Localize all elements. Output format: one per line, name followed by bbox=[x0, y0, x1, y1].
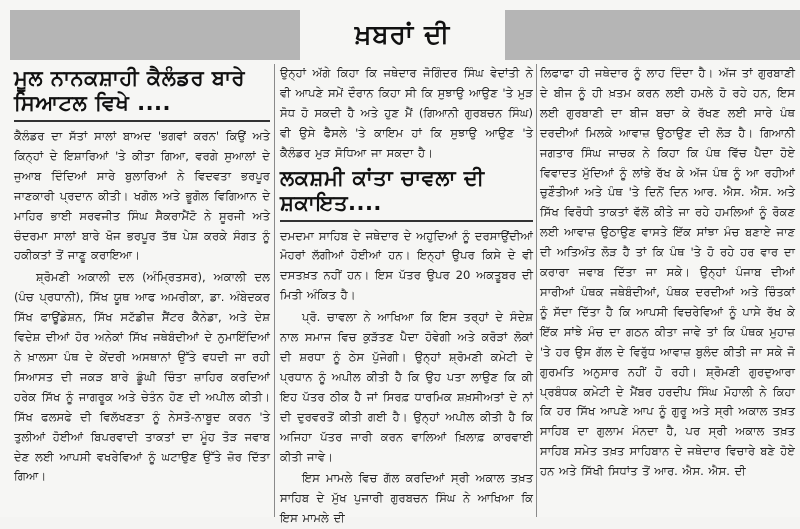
banner-gray-block-right bbox=[505, 10, 800, 60]
headline-underline bbox=[280, 220, 533, 222]
article-paragraph: ਲਿਫਾਫਾ ਹੀ ਜਥੇਦਾਰ ਨੂੰ ਲਾਹ ਦਿੰਦਾ ਹੈ। ਅੱਜ ਤਾਂ ਗੁਰਬਾਣੀ ਦੇ ਬੀਜ ਨੂੰ ਹੀ ਖ਼ਤਮ ਕਰਨ ਲਈ ਹਮਲੇ ਹੋ ਰਹੇ ਹਨ, ਇਸ ਲਈ ਗੁਰਬਾਣੀ ਦਾ ਬੀਜ ਬਚਾ ਕੇ ਰੱਖਣ ਲਈ ਸਾਰੇ ਪੰਥ ਦਰਦੀਆਂ ਮਿਲਕੇ ਆਵਾਜ਼ ਉਠਾਉਣ ਦੀ ਲੋੜ ਹੈ। ਗਿਆਨੀ ਜਗਤਾਰ ਸਿੰਘ ਜਾਚਕ ਨੇ ਕਿਹਾ ਕਿ ਪੰਥ ਵਿੱਚ ਪੈਦਾ ਹੋਏ ਵਿਵਾਦਤ ਮੁੱਦਿਆਂ ਨੂੰ ਲਾਂਭੇ ਰੱਖ ਕੇ ਅੱਜ ਪੰਥ ਨੂੰ ਆ ਰਹੀਆਂ ਚੁਣੌਤੀਆਂ ਅਤੇ ਪੰਥ 'ਤੇ ਦਿਨੋਂ ਦਿਨ ਆਰ. ਐਸ. ਐਸ. ਅਤੇ ਸਿੱਖ ਵਿਰੋਧੀ ਤਾਕਤਾਂ ਵੱਲੋਂ ਕੀਤੇ ਜਾ ਰਹੇ ਹਮਲਿਆਂ ਨੂੰ ਰੋਕਣ ਲਈ ਆਵਾਜ਼ ਉਠਾਉਣ ਵਾਸਤੇ ਇੱਕ ਸਾਂਝਾ ਮੰਚ ਬਣਾਏ ਜਾਣ ਦੀ ਅਤਿਅੰਤ ਲੋੜ ਹੈ ਤਾਂ ਕਿ ਪੰਥ 'ਤੇ ਹੋ ਰਹੇ ਹਰ ਵਾਰ ਦਾ ਕਰਾਰਾ ਜਵਾਬ ਦਿੱਤਾ ਜਾ ਸਕੇ। ਉਨ੍ਹਾਂ ਪੰਜਾਬ ਦੀਆਂ ਸਾਰੀਆਂ ਪੰਥਕ ਜਥੇਬੰਦੀਆਂ, ਪੰਥਕ ਦਰਦੀਆਂ ਅਤੇ ਚਿੰਤਕਾਂ ਨੂੰ ਸੱਦਾ ਦਿੱਤਾ ਹੈ ਕਿ ਆਪਸੀ ਵਿਚਰੇਵਿਆਂ ਨੂੰ ਪਾਸੇ ਰੱਖ ਕੇ ਇੱਕ ਸਾਂਝੇ ਮੰਚ ਦਾ ਗਠਨ ਕੀਤਾ ਜਾਵੇ ਤਾਂ ਕਿ ਪੰਥਕ ਮੁਹਾਜ਼ 'ਤੇ ਹਰ ਉਸ ਗੱਲ ਦੇ ਵਿਰੁੱਧ ਆਵਾਜ਼ ਬੁਲੰਦ ਕੀਤੀ ਜਾ ਸਕੇ ਜੋ ਗੁਰਮਤਿ ਅਨੁਸਾਰ ਨਹੀਂ ਹੋ ਰਹੀ। ਸ਼੍ਰੋਮਣੀ ਗੁਰਦੁਆਰਾ ਪ੍ਰਬੰਧਕ ਕਮੇਟੀ ਦੇ ਮੈਂਬਰ ਹਰਦੀਪ ਸਿੰਘ ਮੋਹਾਲੀ ਨੇ ਕਿਹਾ ਕਿ ਹਰ ਸਿੱਖ ਆਪਣੇ ਆਪ ਨੂੰ ਗੁਰੂ ਅਤੇ ਸ੍ਰੀ ਅਕਾਲ ਤਖ਼ਤ ਸਾਹਿਬ ਦਾ ਗੁਲਾਮ ਮੰਨਦਾ ਹੈ, ਪਰ ਸ੍ਰੀ ਅਕਾਲ ਤਖ਼ਤ ਸਾਹਿਬ ਸਮੇਤ ਤਖ਼ਤ ਸਾਹਿਬਾਨ ਦੇ ਜਥੇਦਾਰ ਵਿਚਾਰੇ ਬਣੇ ਹੋਏ ਹਨ ਅਤੇ ਸਿੱਖੀ ਸਿਧਾਂਤ ਤੋਂ ਆਰ. ਐਸ. ਐਸ. ਦੀ bbox=[540, 66, 795, 479]
article-column-2 bbox=[280, 64, 533, 526]
masthead-title: ਖ਼ਬਰਾਂ ਦੀ bbox=[354, 20, 451, 50]
article-column-3 bbox=[540, 64, 795, 517]
article-paragraph: ਪ੍ਰੋ. ਚਾਵਲਾ ਨੇ ਆਖਿਆ ਕਿ ਇਸ ਤਰ੍ਹਾਂ ਦੇ ਸੰਦੇਸ਼ ਨਾਲ ਸਮਾਜ ਵਿਚ ਕੁੜੱਤਣ ਪੈਦਾ ਹੋਵੇਗੀ ਅਤੇ ਕਰੋੜਾਂ ਲੋਕਾਂ ਦੀ ਸ਼ਰਧਾ ਨੂੰ ਠੇਸ ਪੁੱਜੇਗੀ। ਉਨ੍ਹਾਂ ਸ਼੍ਰੋਮਣੀ ਕਮੇਟੀ ਦੇ ਪ੍ਰਧਾਨ ਨੂੰ ਅਪੀਲ ਕੀਤੀ ਹੈ ਕਿ ਉਹ ਪਤਾ ਲਾਉਣ ਕਿ ਕੀ ਇਹ ਪੱਤਰ ਠੀਕ ਹੈ ਜਾਂ ਸਿਰਫ਼ ਧਾਰਮਿਕ ਸ਼ਖ਼ਸੀਅਤਾਂ ਦੇ ਨਾਂ ਦੀ ਦੁਰਵਰਤੋਂ ਕੀਤੀ ਗਈ ਹੈ। ਉਨ੍ਹਾਂ ਅਪੀਲ ਕੀਤੀ ਹੈ ਕਿ ਅਜਿਹਾ ਪੱਤਰ ਜਾਰੀ ਕਰਨ ਵਾਲਿਆਂ ਖ਼ਿਲਾਫ਼ ਕਾਰਵਾਈ ਕੀਤੀ ਜਾਵੇ। bbox=[280, 310, 533, 464]
headline-underline bbox=[14, 120, 270, 122]
article-paragraph: ਦਮਦਮਾ ਸਾਹਿਬ ਦੇ ਜਥੇਦਾਰ ਦੇ ਅਹੁਦਿਆਂ ਨੂੰ ਦਰਸਾਉਂਦੀਆਂ ਮੋਹਰਾਂ ਲੱਗੀਆਂ ਹੋਈਆਂ ਹਨ। ਇਨ੍ਹਾਂ ਉਪਰ ਕਿਸੇ ਦੇ ਵੀ ਦਸਤਖ਼ਤ ਨਹੀਂ ਹਨ। ਇਸ ਪੱਤਰ ਉਪਰ 20 ਅਕਤੂਬਰ ਦੀ ਮਿਤੀ ਅੰਕਿਤ ਹੈ। bbox=[280, 228, 533, 303]
article-paragraph: ਕੈਲੰਡਰ ਦਾ ਸੱਤਾਂ ਸਾਲਾਂ ਬਾਅਦ 'ਭਗਵਾਂ ਕਰਨ' ਕਿਉਂ ਅਤੇ ਕਿਨ੍ਹਾਂ ਦੇ ਇਸ਼ਾਰਿਆਂ 'ਤੇ ਕੀਤਾ ਗਿਆ, ਵਰਗੇ ਸੁਆਲਾਂ ਦੇ ਜੁਆਬ ਦਿੰਦਿਆਂ ਸਾਰੇ ਬੁਲਾਰਿਆਂ ਨੇ ਵਿਦਵਤਾ ਭਰਪੂਰ ਜਾਣਕਾਰੀ ਪ੍ਰਦਾਨ ਕੀਤੀ। ਖਗੋਲ ਅਤੇ ਭੂਗੋਲ ਵਿਗਿਆਨ ਦੇ ਮਾਹਿਰ ਭਾਈ ਸਰਵਜੀਤ ਸਿੰਘ ਸੈਕਰਾਮੈਂਟੋ ਨੇ ਸੂਰਜੀ ਅਤੇ ਚੰਦਰਮਾ ਸਾਲਾਂ ਬਾਰੇ ਖੋਜ ਭਰਪੂਰ ਤੱਥ ਪੇਸ਼ ਕਰਕੇ ਸੰਗਤ ਨੂੰ ਹਕੀਕਤਾਂ ਤੋਂ ਜਾਣੂ ਕਰਾਇਆ। bbox=[14, 129, 270, 263]
article-column-1 bbox=[14, 64, 270, 517]
column-divider bbox=[274, 64, 275, 517]
banner-gray-block-left bbox=[10, 10, 300, 60]
article-paragraph: ਸ਼੍ਰੋਮਣੀ ਅਕਾਲੀ ਦਲ (ਅੰਮ੍ਰਿਤਸਰ), ਅਕਾਲੀ ਦਲ (ਪੰਚ ਪ੍ਰਧਾਨੀ), ਸਿੱਖ ਯੂਥ ਆਫ ਅਮਰੀਕਾ, ਡਾ. ਅੰਬੇਦਕਰ ਸਿੱਖ ਫਾਊਂਡੇਸ਼ਨ, ਸਿੱਖ ਸਟੱਡੀਜ਼ ਸੈਂਟਰ ਕੈਨੇਡਾ, ਅਤੇ ਦੇਸ਼ ਵਿਦੇਸ਼ ਦੀਆਂ ਹੋਰ ਅਨੇਕਾਂ ਸਿੱਖ ਜਥੇਬੰਦੀਆਂ ਦੇ ਨੁਮਾਇੰਦਿਆਂ ਨੇ ਖ਼ਾਲਸਾ ਪੰਥ ਦੇ ਕੇਂਦਰੀ ਅਸਥਾਨਾਂ ਉੱਤੇ ਵਧਦੀ ਜਾ ਰਹੀ ਸਿਆਸਤ ਦੀ ਜਕੜ ਬਾਰੇ ਡੂੰਘੀ ਚਿੰਤਾ ਜ਼ਾਹਿਰ ਕਰਦਿਆਂ ਹਰੇਕ ਸਿੱਖ ਨੂੰ ਜਾਗਰੂਕ ਅਤੇ ਚੇਤੰਨ ਹੋਣ ਦੀ ਅਪੀਲ ਕੀਤੀ। ਸਿੱਖ ਫਲਸਫੇ ਦੀ ਵਿਲੱਖਣਤਾ ਨੂੰ ਨੇਸਤੋ-ਨਾਬੂਦ ਕਰਨ 'ਤੇ ਤੁਲੀਆਂ ਹੋਈਆਂ ਬਿਪਰਵਾਦੀ ਤਾਕਤਾਂ ਦਾ ਮੂੰਹ ਤੋੜ ਜਵਾਬ ਦੇਣ ਲਈ ਆਪਸੀ ਵਖਰੇਵਿਆਂ ਨੂੰ ਘਟਾਉਣ ਉੱਤੇ ਜ਼ੋਰ ਦਿੱਤਾ ਗਿਆ। bbox=[14, 270, 270, 484]
article-paragraph: ਉਨ੍ਹਾਂ ਅੱਗੇ ਕਿਹਾ ਕਿ ਜਥੇਦਾਰ ਜੋਗਿੰਦਰ ਸਿੰਘ ਵੇਦਾਂਤੀ ਨੇ ਵੀ ਆਪਣੇ ਸਮੇਂ ਦੌਰਾਨ ਕਿਹਾ ਸੀ ਕਿ ਸੁਝਾਉ ਆਉਣ 'ਤੇ ਮੁੜ ਸੋਧ ਹੋ ਸਕਦੀ ਹੈ ਅਤੇ ਹੁਣ ਮੈਂ (ਗਿਆਨੀ ਗੁਰਬਚਨ ਸਿੰਘ) ਵੀ ਉਸੇ ਫੈਸਲੇ 'ਤੇ ਕਾਇਮ ਹਾਂ ਕਿ ਸੁਝਾਉ ਆਉਣ 'ਤੇ ਕੈਲੰਡਰ ਮੁੜ ਸੋਧਿਆ ਜਾ ਸਕਦਾ ਹੈ। bbox=[280, 66, 533, 160]
article-paragraph: ਇਸ ਮਾਮਲੇ ਵਿਚ ਗੱਲ ਕਰਦਿਆਂ ਸ੍ਰੀ ਅਕਾਲ ਤਖ਼ਤ ਸਾਹਿਬ ਦੇ ਮੁੱਖ ਪੁਜਾਰੀ ਗੁਰਬਚਨ ਸਿੰਘ ਨੇ ਆਖਿਆ ਕਿ ਇਸ ਮਾਮਲੇ ਦੀ bbox=[280, 471, 533, 526]
masthead-banner bbox=[0, 0, 800, 60]
article-headline: ਲਕਸ਼ਮੀ ਕਾਂਤਾ ਚਾਵਲਾ ਦੀ ਸ਼ਕਾਇਤ.... bbox=[280, 165, 485, 215]
article-headline: ਮੂਲ ਨਾਨਕਸ਼ਾਹੀ ਕੈਲੰਡਰ ਬਾਰੇ ਸਿਆਟਲ ਵਿਖੇ .... bbox=[14, 66, 246, 115]
column-divider bbox=[536, 64, 537, 517]
